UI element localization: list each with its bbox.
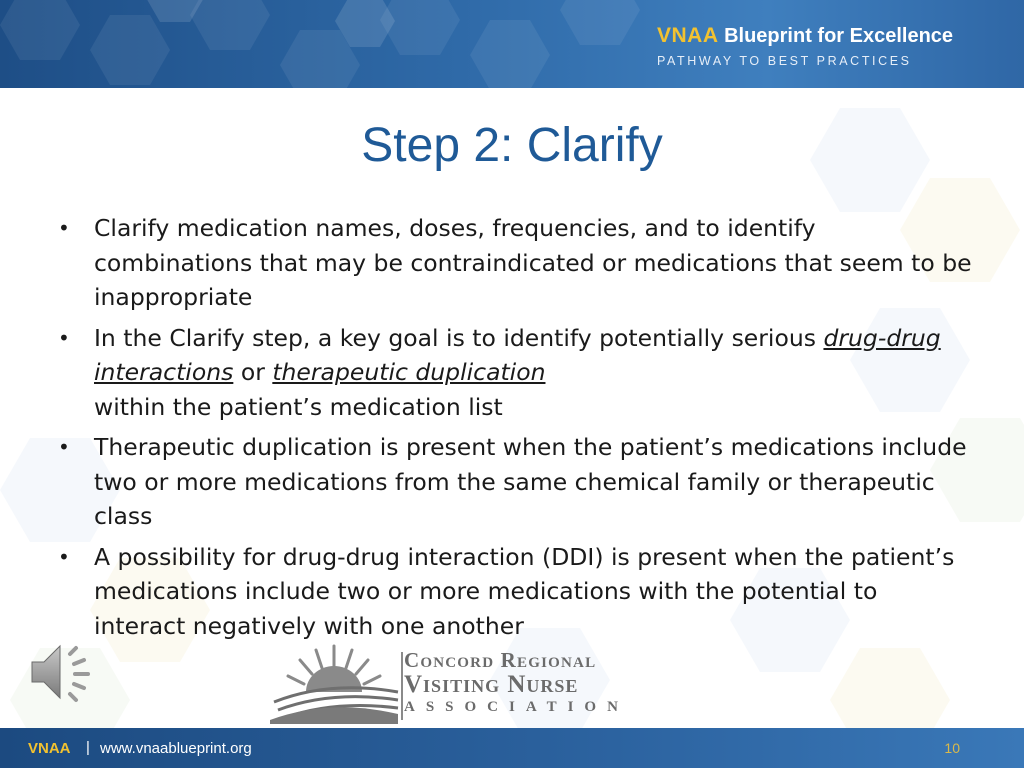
bullet-text-pre: In the Clarify step, a key goal is to identify potentially serious — [94, 323, 824, 352]
page-number: 10 — [944, 740, 960, 756]
bullet-text: A possibility for drug-drug interaction (DDI) is present when the patient’s medications include two or more medications with the potential to interact negatively with one another — [94, 542, 955, 640]
therapeutic-duplication-link[interactable]: therapeutic duplication — [272, 358, 546, 386]
brand-vnaa: VNAA — [657, 24, 719, 47]
speaker-icon[interactable] — [28, 640, 98, 704]
logo-line-2: Visiting Nurse — [404, 671, 579, 698]
brand-title-rest: Blueprint for Excellence — [724, 25, 954, 47]
bullet-marker: • — [58, 216, 70, 240]
bullet-item — [56, 430, 976, 534]
brand-title — [657, 24, 1002, 48]
bullet-item — [56, 211, 976, 315]
bullet-text-post: within the patient’s medication list — [94, 392, 503, 421]
logo-line-1: Concord Regional — [404, 648, 597, 672]
drug-drug-interactions-link[interactable]: drug-drug interactions — [94, 323, 941, 386]
bullet-text: Therapeutic duplication is present when the patient’s medications include two or more medications from the same chemical family or therapeutic class — [94, 433, 967, 530]
bullet-item — [56, 321, 976, 425]
bullet-text: Clarify medication names, doses, frequencies, and to identify combinations that may be contraindicated or medications that seem to be inappropriate — [94, 214, 972, 311]
logo-line-3: ASSOCIATION — [404, 699, 629, 715]
footer-url-link[interactable]: www.vnaablueprint.org — [100, 740, 252, 757]
brand-tagline: PATHWAY TO BEST PRACTICES — [657, 54, 912, 68]
bullet-text-mid: or — [233, 358, 273, 386]
footer-bar — [0, 728, 1024, 768]
bullet-marker: • — [58, 544, 70, 569]
footer-separator: | — [86, 739, 90, 756]
bullet-marker: • — [58, 325, 70, 350]
bullet-list — [56, 211, 976, 649]
brand-block — [657, 24, 1002, 68]
logo-text — [404, 648, 629, 716]
slide-title: Step 2: Clarify — [361, 119, 663, 172]
bullet-marker: • — [58, 435, 70, 459]
bullet-item — [56, 540, 976, 644]
footer-brand: VNAA — [28, 740, 71, 757]
header-banner — [0, 0, 1024, 88]
